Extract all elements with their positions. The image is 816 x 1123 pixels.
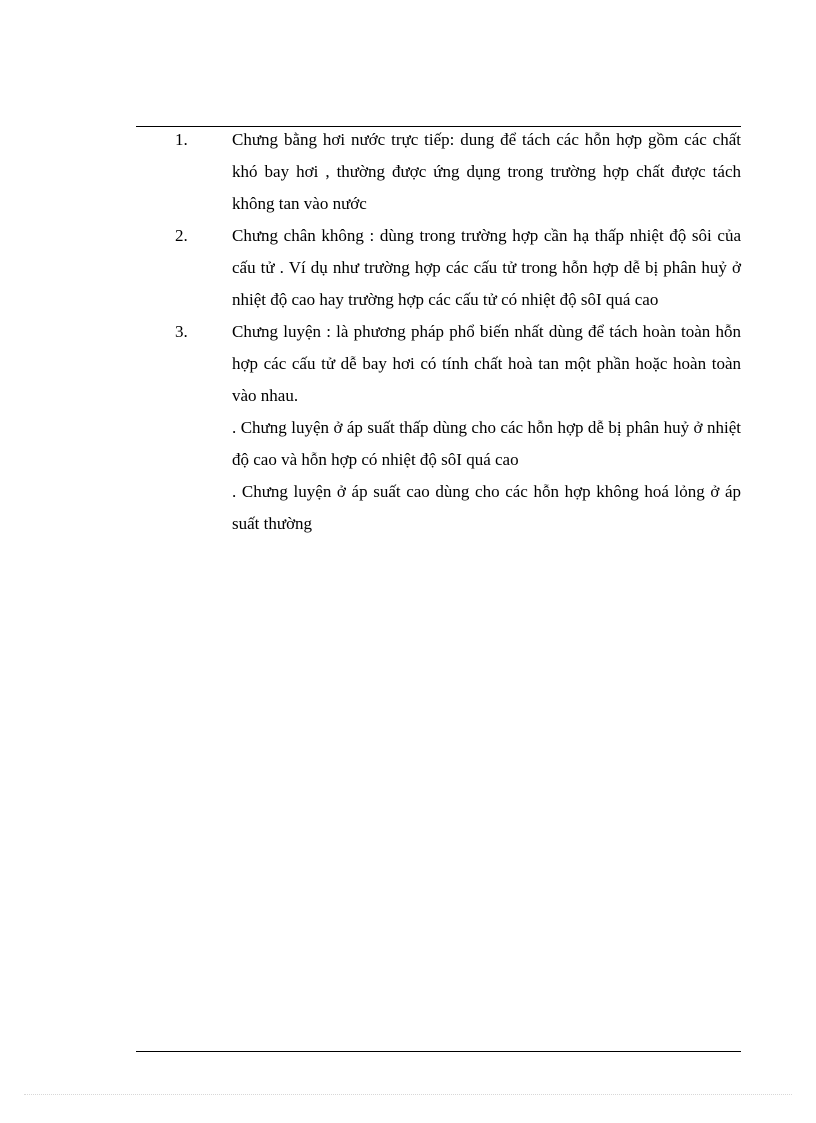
list-item-2 <box>136 220 741 316</box>
document-body <box>136 124 741 540</box>
list-paragraph: Chưng bằng hơi nước trực tiếp: dung để tách các hỗn hợp gồm các chất khó bay hơi , thường được ứng dụng trong trường hợp chất được tách không tan vào nước <box>232 130 741 213</box>
list-paragraph: Chưng luyện : là phương pháp phổ biến nhất dùng để tách hoàn toàn hỗn hợp các cấu tử dễ bay hơi có tính chất hoà tan một phần hoặc hoàn toàn vào nhau. <box>232 322 741 405</box>
list-sub-paragraph: . Chưng luyện ở áp suất cao dùng cho các hỗn hợp không hoá lỏng ở áp suất thường <box>232 482 741 533</box>
list-number: 3. <box>175 322 188 341</box>
footer-rule <box>136 1051 741 1052</box>
list-item-1 <box>136 124 741 220</box>
list-sub-paragraph: . Chưng luyện ở áp suất thấp dùng cho các hỗn hợp dễ bị phân huỷ ở nhiệt độ cao và hỗn hợp có nhiệt độ sôI quá cao <box>232 418 741 469</box>
list-number: 1. <box>175 130 188 149</box>
list-item-3 <box>136 316 741 540</box>
list-paragraph: Chưng chân không : dùng trong trường hợp cần hạ thấp nhiệt độ sôi của cấu tử . Ví dụ như trường hợp các cấu tử trong hỗn hợp dễ bị phân huỷ ở nhiệt độ cao hay trường hợp các cấu tử có nhiệt độ sôI quá cao <box>232 226 741 309</box>
list-number: 2. <box>175 226 188 245</box>
page-edge-divider <box>24 1094 792 1095</box>
